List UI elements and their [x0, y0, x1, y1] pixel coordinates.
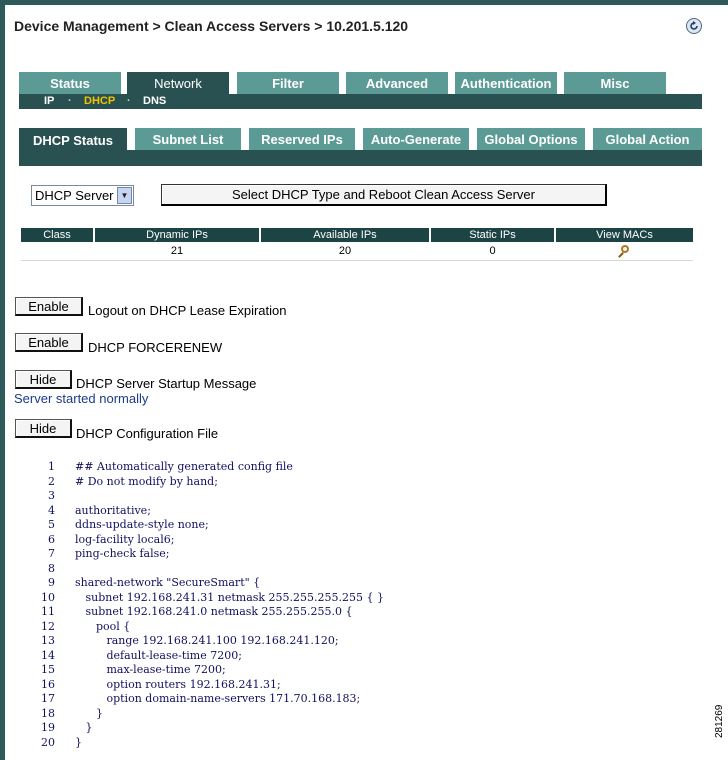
- line-text: option domain-name-servers 171.70.168.183;: [75, 692, 361, 705]
- startup-message-label: DHCP Server Startup Message: [76, 376, 257, 391]
- magnifier-handle: [618, 252, 624, 258]
- line-number: 9: [48, 576, 55, 589]
- line-text: ddns-update-style none;: [75, 518, 209, 531]
- line-number: 5: [48, 518, 55, 531]
- dhcp-type-select[interactable]: [31, 185, 134, 206]
- top-border: [0, 0, 728, 5]
- line-text: # Do not modify by hand;: [75, 474, 218, 488]
- line-text: ## Automatically generated config file: [75, 460, 293, 473]
- line-number: 3: [48, 489, 55, 502]
- line-number: 7: [48, 547, 55, 560]
- subtab-strip: [19, 150, 702, 166]
- cell-view-macs: [555, 242, 693, 261]
- line-number: 2: [48, 474, 55, 488]
- subtab-subnet-list[interactable]: Subnet List: [135, 128, 241, 150]
- line-number: 17: [41, 692, 55, 705]
- tab-status[interactable]: Status: [19, 72, 121, 94]
- tab-filter[interactable]: Filter: [237, 72, 339, 94]
- line-text: }: [75, 706, 103, 720]
- cell-static-ips: 0: [430, 242, 555, 261]
- line-number: 8: [48, 561, 55, 575]
- line-number: 1: [48, 460, 55, 473]
- network-subnav: [19, 94, 702, 109]
- cell-available-ips: 20: [260, 242, 430, 261]
- line-number: 15: [41, 663, 55, 676]
- magnifier-icon[interactable]: [618, 245, 631, 258]
- subnav-separator: ·: [127, 95, 131, 107]
- enable-forcerenew-button[interactable]: Enable: [15, 333, 83, 352]
- tab-misc[interactable]: Misc: [564, 72, 666, 94]
- line-text: option routers 192.168.241.31;: [75, 677, 281, 691]
- subnav-separator: ·: [68, 95, 72, 107]
- line-number: 18: [41, 706, 55, 720]
- line-number: 12: [41, 619, 55, 633]
- line-text: subnet 192.168.241.31 netmask 255.255.255.255 { }: [75, 590, 385, 604]
- hide-config-file-button[interactable]: Hide: [15, 419, 72, 438]
- line-text: }: [75, 721, 93, 734]
- line-text: shared-network "SecureSmart" {: [75, 576, 261, 589]
- tab-advanced[interactable]: Advanced: [346, 72, 448, 94]
- subtab-reserved-ips[interactable]: Reserved IPs: [249, 128, 355, 150]
- enable-lease-logout-button[interactable]: Enable: [15, 297, 83, 316]
- line-number: 11: [41, 605, 55, 618]
- tab-authentication[interactable]: Authentication: [455, 72, 557, 94]
- col-static-ips: Static IPs: [430, 228, 555, 242]
- subtab-dhcp-status[interactable]: DHCP Status: [19, 128, 127, 152]
- cell-dynamic-ips: 21: [94, 242, 260, 261]
- refresh-icon[interactable]: [686, 18, 702, 34]
- line-number: 6: [48, 532, 55, 546]
- col-view-macs: View MACs: [555, 228, 693, 242]
- line-number: 10: [41, 590, 55, 604]
- line-number: 20: [41, 735, 55, 749]
- line-number: 19: [41, 721, 55, 734]
- figure-id: 281269: [714, 704, 725, 738]
- left-border: [0, 0, 5, 760]
- dhcp-type-value: DHCP Server: [35, 188, 114, 203]
- dhcp-status-table: [21, 228, 693, 261]
- startup-message-text: Server started normally: [14, 391, 149, 406]
- subtab-global-action[interactable]: Global Action: [593, 128, 702, 150]
- line-text: authoritative;: [75, 503, 151, 517]
- line-text: subnet 192.168.241.0 netmask 255.255.255.0 {: [75, 605, 353, 618]
- page-title: Device Management > Clean Access Servers > 10.201.5.120: [14, 18, 409, 34]
- line-number: 4: [48, 503, 55, 517]
- col-class: Class: [21, 228, 94, 242]
- col-available-ips: Available IPs: [260, 228, 430, 242]
- cell-class: [21, 242, 94, 261]
- line-number: 14: [41, 648, 55, 662]
- hide-startup-message-button[interactable]: Hide: [15, 370, 72, 389]
- line-text: pool {: [75, 619, 131, 633]
- forcerenew-label: DHCP FORCERENEW: [88, 340, 223, 355]
- col-dynamic-ips: Dynamic IPs: [94, 228, 260, 242]
- reboot-button[interactable]: Select DHCP Type and Reboot Clean Access Server: [161, 184, 607, 206]
- line-number: 13: [41, 634, 55, 647]
- line-text: ping-check false;: [75, 547, 170, 560]
- subtab-auto-generate[interactable]: Auto-Generate: [363, 128, 469, 150]
- line-text: max-lease-time 7200;: [75, 663, 226, 676]
- lease-logout-label: Logout on DHCP Lease Expiration: [88, 303, 287, 318]
- subtab-global-options[interactable]: Global Options: [477, 128, 585, 150]
- line-text: default-lease-time 7200;: [75, 648, 242, 662]
- line-text: }: [75, 735, 82, 749]
- line-number: 16: [41, 677, 55, 691]
- chevron-down-icon[interactable]: ▼: [117, 187, 132, 204]
- refresh-glyph: [689, 21, 699, 31]
- config-file-label: DHCP Configuration File: [76, 426, 219, 441]
- subnav-ip[interactable]: IP: [44, 95, 55, 107]
- line-text: range 192.168.241.100 192.168.241.120;: [75, 634, 339, 647]
- subnav-dhcp[interactable]: DHCP: [84, 95, 116, 107]
- tab-network[interactable]: Network: [127, 72, 229, 94]
- table-row: [21, 242, 693, 261]
- line-text: log-facility local6;: [75, 532, 175, 546]
- subnav-dns[interactable]: DNS: [143, 95, 167, 107]
